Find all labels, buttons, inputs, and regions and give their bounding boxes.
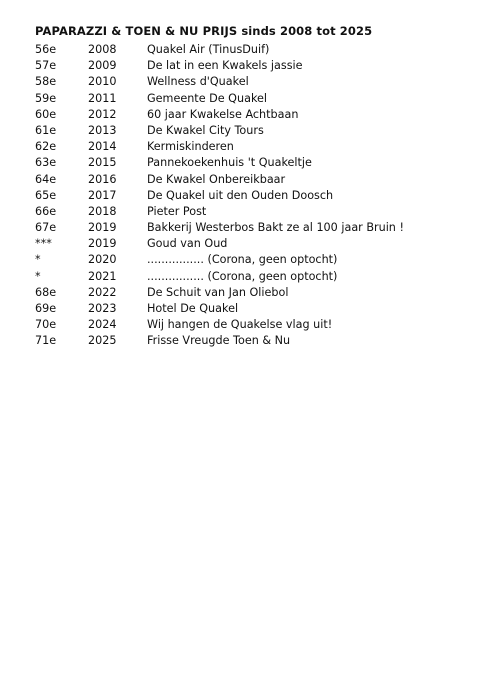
year: 2018 xyxy=(88,204,117,218)
winner-name: Hotel De Quakel xyxy=(147,302,239,315)
list-item xyxy=(35,123,475,139)
edition-number: 60e xyxy=(35,107,57,121)
list-item xyxy=(35,139,475,155)
year: 2024 xyxy=(88,318,117,332)
edition-number: 69e xyxy=(35,302,57,315)
list-item xyxy=(35,155,475,171)
winner-name: Wellness d'Quakel xyxy=(147,75,249,89)
list-item xyxy=(35,269,475,285)
winner-name: Bakkerij Westerbos Bakt ze al 100 jaar Bruin ! xyxy=(147,221,404,235)
page-title: PAPARAZZI & TOEN & NU PRIJS sinds 2008 tot 2025 xyxy=(35,24,373,38)
winner-name: Goud van Oud xyxy=(147,237,228,251)
edition-number: *** xyxy=(35,237,52,251)
list-item xyxy=(35,74,475,90)
list-item xyxy=(35,236,475,252)
winner-name: Wij hangen de Quakelse vlag uit! xyxy=(147,318,333,332)
year: 2014 xyxy=(88,140,117,154)
winner-name: Quakel Air (TinusDuif) xyxy=(147,43,270,56)
winner-name: De Kwakel City Tours xyxy=(147,123,264,137)
list-item xyxy=(35,285,475,301)
edition-number: 61e xyxy=(35,123,57,137)
winner-name: Pannekoekenhuis 't Quakeltje xyxy=(147,156,312,170)
list-item xyxy=(35,42,475,58)
winner-name: Frisse Vreugde Toen & Nu xyxy=(147,334,291,348)
edition-number: 63e xyxy=(35,156,57,170)
list-item xyxy=(35,252,475,268)
edition-number: 66e xyxy=(35,204,57,218)
list-item xyxy=(35,91,475,107)
year: 2009 xyxy=(88,59,117,73)
year: 2008 xyxy=(88,43,117,56)
edition-number: 57e xyxy=(35,59,57,73)
list-item xyxy=(35,204,475,220)
list-item xyxy=(35,220,475,236)
winner-name: ................ (Corona, geen optocht) xyxy=(147,269,338,283)
year: 2010 xyxy=(88,75,117,89)
year: 2012 xyxy=(88,107,117,121)
year: 2016 xyxy=(88,172,117,186)
edition-number: 65e xyxy=(35,188,57,202)
edition-number: 62e xyxy=(35,140,57,154)
edition-number: 56e xyxy=(35,43,57,56)
year: 2022 xyxy=(88,285,117,299)
year: 2017 xyxy=(88,188,117,202)
year: 2019 xyxy=(88,237,117,251)
edition-number: 64e xyxy=(35,172,57,186)
edition-number: 67e xyxy=(35,221,57,235)
winner-name: De Quakel uit den Ouden Doosch xyxy=(147,188,334,202)
list-item xyxy=(35,333,475,349)
winner-name: 60 jaar Kwakelse Achtbaan xyxy=(147,107,299,121)
award-list xyxy=(35,42,475,350)
winner-name: Kermiskinderen xyxy=(147,140,234,154)
winner-name: De lat in een Kwakels jassie xyxy=(147,59,303,73)
list-item xyxy=(35,172,475,188)
edition-number: * xyxy=(35,269,41,283)
edition-number: * xyxy=(35,253,41,267)
year: 2019 xyxy=(88,221,117,235)
winner-name: ................ (Corona, geen optocht) xyxy=(147,253,338,267)
winner-name: Pieter Post xyxy=(147,204,207,218)
year: 2021 xyxy=(88,269,117,283)
edition-number: 71e xyxy=(35,334,57,348)
winner-name: Gemeente De Quakel xyxy=(147,91,268,105)
edition-number: 68e xyxy=(35,285,57,299)
winner-name: De Kwakel Onbereikbaar xyxy=(147,172,286,186)
list-item xyxy=(35,107,475,123)
edition-number: 59e xyxy=(35,91,57,105)
edition-number: 70e xyxy=(35,318,57,332)
list-item xyxy=(35,58,475,74)
winner-name: De Schuit van Jan Oliebol xyxy=(147,285,289,299)
edition-number: 58e xyxy=(35,75,57,89)
list-item xyxy=(35,317,475,333)
year: 2023 xyxy=(88,302,117,315)
list-item xyxy=(35,301,475,317)
year: 2020 xyxy=(88,253,117,267)
list-item xyxy=(35,188,475,204)
year: 2015 xyxy=(88,156,117,170)
year: 2011 xyxy=(88,91,117,105)
year: 2025 xyxy=(88,334,117,348)
year: 2013 xyxy=(88,123,117,137)
